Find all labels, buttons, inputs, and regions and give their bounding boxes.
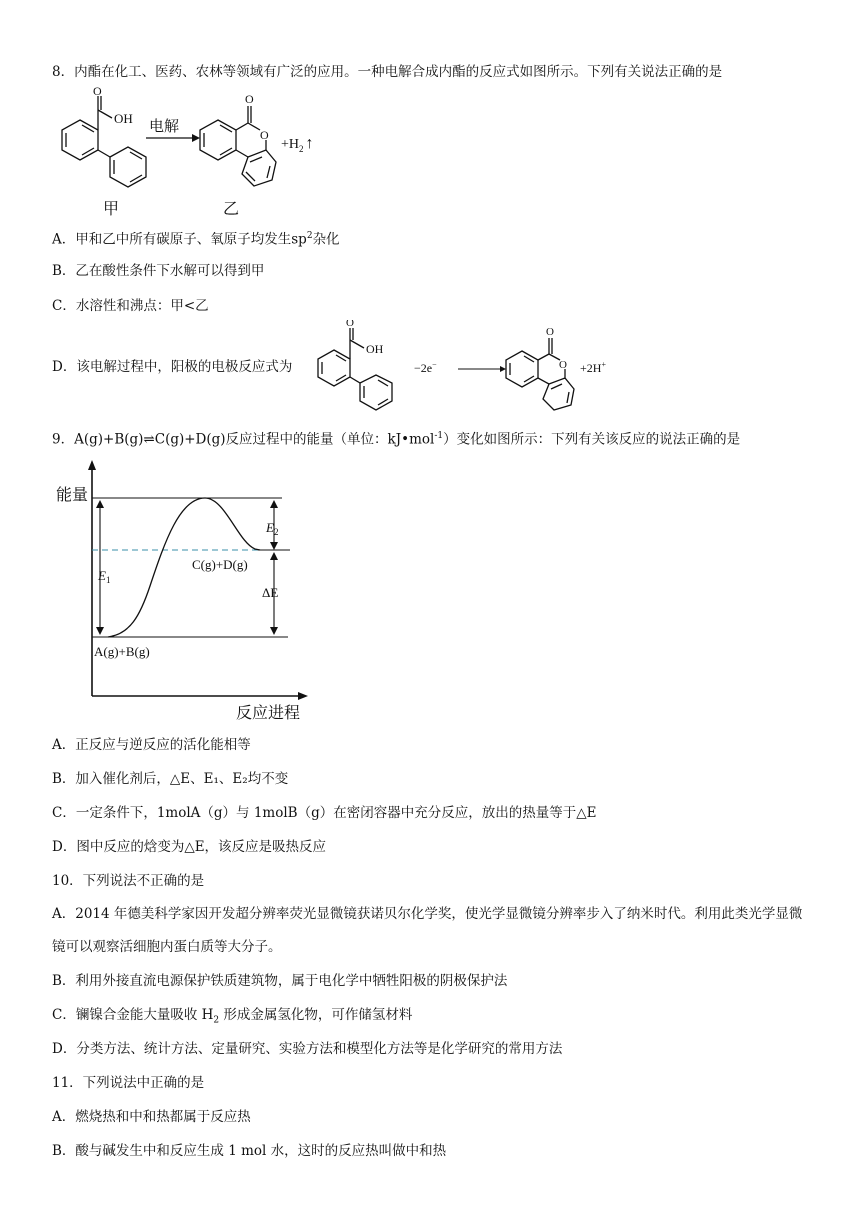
q9-option-c: C．一定条件下，1molA（g）与 1molB（g）在密闭容器中充分反应，放出的热量等于△E bbox=[52, 805, 597, 821]
q8-reaction-scheme bbox=[40, 86, 340, 218]
svg-text:OH: OH bbox=[366, 342, 384, 356]
product-name-yi: 乙 bbox=[223, 201, 240, 218]
x-axis-label: 反应进程 bbox=[236, 705, 301, 722]
reactant-structure bbox=[62, 96, 146, 187]
q9-option-b: B．加入催化剂后，△E、E₁、E₂均不变 bbox=[52, 771, 289, 787]
e2-label: $E_2$ bbox=[266, 520, 279, 537]
q10-stem: 10．下列说法不正确的是 bbox=[52, 873, 205, 889]
product-carbonyl-o: O bbox=[245, 92, 254, 106]
energy-diagram bbox=[50, 456, 320, 726]
q9-stem: 9．A(g)+B(g)⇌C(g)+D(g)反应过程中的能量（单位：kJ•mol$^{-1}$）变化如图所示：下列有关该反应的说法正确的是 bbox=[52, 431, 741, 448]
diagram-axes bbox=[88, 460, 308, 700]
q8-option-b: B．乙在酸性条件下水解可以得到甲 bbox=[52, 263, 265, 279]
d-electron-loss: −2e− bbox=[414, 360, 437, 375]
e1-label: $E_1$ bbox=[98, 568, 111, 585]
q8-option-a: A．甲和乙中所有碳原子、氧原子均发生$sp^2$杂化 bbox=[52, 231, 340, 248]
reaction-arrow bbox=[146, 134, 200, 142]
q8-stem: 8．内酯在化工、医药、农林等领域有广泛的应用。一种电解合成内酯的反应式如图所示。下列有关说法正确的是 bbox=[52, 64, 723, 80]
product-ring-o: O bbox=[260, 128, 269, 142]
svg-text:O: O bbox=[546, 326, 554, 338]
reactant-oh-label: OH bbox=[114, 111, 133, 126]
q10-option-a: A．2014 年德美科学家因开发超分辨率荧光显微镜获诺贝尔化学奖，使光学显微镜分辨率步入了纳米时代。利用此类光学显微镜可以观察活细胞内蛋白质等大分子。 bbox=[52, 906, 803, 955]
h2-product: $+H_2$ ↑ bbox=[281, 135, 314, 154]
q8-option-d-equation bbox=[312, 320, 642, 412]
q10-option-b: B．利用外接直流电源保护铁质建筑物，属于电化学中牺牲阳极的阴极保护法 bbox=[52, 973, 508, 989]
q10-option-d: D．分类方法、统计方法、定量研究、实验方法和模型化方法等是化学研究的常用方法 bbox=[52, 1041, 563, 1057]
q9-option-a: A．正反应与逆反应的活化能相等 bbox=[52, 737, 251, 753]
product-structure bbox=[200, 106, 276, 186]
electrolysis-label: 电解 bbox=[149, 119, 180, 135]
d-reaction-arrow bbox=[458, 366, 506, 372]
products-label: C(g)+D(g) bbox=[192, 557, 248, 572]
delta-e-label: ΔE bbox=[262, 585, 279, 600]
reactant-name-jia: 甲 bbox=[103, 201, 120, 218]
q8-option-d: D．该电解过程中，阳极的电极反应式为 bbox=[52, 359, 293, 375]
q11-option-a: A．燃烧热和中和热都属于反应热 bbox=[52, 1109, 251, 1125]
q8-option-c: C．水溶性和沸点：甲<乙 bbox=[52, 298, 209, 314]
y-axis-label: 能量 bbox=[56, 487, 89, 504]
q10-option-c: C．镧镍合金能大量吸收 $H_2$ 形成金属氢化物，可作储氢材料 bbox=[52, 1007, 413, 1026]
d-proton-product: +2H+ bbox=[580, 360, 606, 375]
reactants-label: A(g)+B(g) bbox=[94, 644, 150, 659]
q9-option-d: D．图中反应的焓变为△E，该反应是吸热反应 bbox=[52, 839, 327, 855]
svg-text:O: O bbox=[346, 320, 354, 329]
q11-option-b: B．酸与碱发生中和反应生成 1 mol 水，这时的反应热叫做中和热 bbox=[52, 1143, 447, 1159]
reactant-o-label: O bbox=[93, 86, 102, 98]
q11-stem: 11．下列说法中正确的是 bbox=[52, 1075, 205, 1091]
svg-text:O: O bbox=[559, 359, 567, 371]
